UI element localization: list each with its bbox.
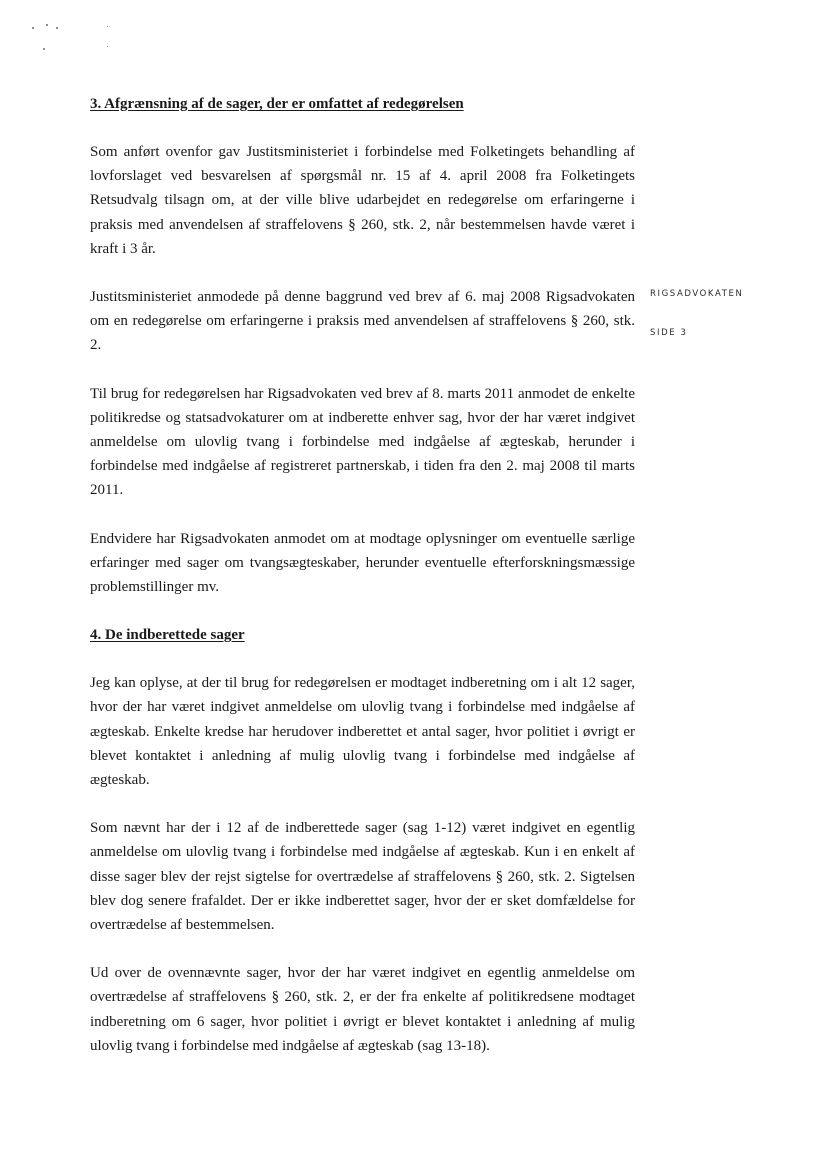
section-3-heading: 3. Afgrænsning af de sager, der er omfattet af redegørelsen bbox=[90, 96, 464, 112]
scan-speck bbox=[56, 27, 58, 29]
scan-speck bbox=[107, 26, 108, 27]
scan-speck bbox=[32, 27, 34, 29]
scan-speck bbox=[43, 48, 45, 50]
office-name: RIGSADVOKATEN bbox=[650, 289, 744, 299]
scan-speck bbox=[46, 24, 48, 26]
section-3-paragraph-2: Justitsministeriet anmodede på denne baggrund ved brev af 6. maj 2008 Rigsadvokaten om en redegørelse om erfaringerne i praksis med anvendelsen af straffelovens § 260, stk. 2. bbox=[90, 289, 635, 354]
section-4-paragraph-2: Som nævnt har der i 12 af de indberettede sager (sag 1-12) været indgivet en egentlig anmeldelse om ulovlig tvang i forbindelse med indgåelse af ægteskab. Kun i en enkelt af disse sager blev der rejst sigtelse for overtrædelse af straffelovens § 260, stk. 2. Sigtelsen blev dog senere frafaldet. Der er ikke indberettet sager, hvor der er sket domfældelse for overtrædelse af bestemmelsen. bbox=[90, 820, 635, 934]
page-number-label: SIDE 3 bbox=[650, 328, 688, 338]
scan-speck bbox=[107, 46, 108, 47]
main-text-column bbox=[90, 92, 635, 1058]
section-4-paragraph-1: Jeg kan oplyse, at der til brug for redegørelsen er modtaget indberetning om i alt 12 sager, hvor der har været indgivet anmeldelse om ulovlig tvang i forbindelse med indgåelse af ægteskab. Enkelte kredse har herudover indberettet et antal sager, hvor politiet i øvrigt er blevet kontaktet i anledning af mulig ulovlig tvang i forbindelse med indgåelse af ægteskab. bbox=[90, 675, 635, 789]
section-3-paragraph-4: Endvidere har Rigsadvokaten anmodet om at modtage oplysninger om eventuelle særlige erfaringer med sager om tvangsægteskaber, herunder eventuelle efterforskningsmæssige problemstillinger mv. bbox=[90, 530, 635, 596]
section-4-heading: 4. De indberettede sager bbox=[90, 627, 245, 644]
section-3-paragraph-1: Som anført ovenfor gav Justitsministeriet i forbindelse med Folketingets behandling af lovforslaget ved besvarelsen af spørgsmål nr. 15 af 4. april 2008 fra Folketingets Retsudvalg tilsagn om, at der ville blive udarbejdet en redegørelse om erfaringerne i praksis med anvendelsen af straffelovens § 260, stk. 2, når bestemmelsen havde været i kraft i 3 år. bbox=[90, 144, 635, 257]
section-3-paragraph-3: Til brug for redegørelsen har Rigsadvokaten ved brev af 8. marts 2011 anmodet de enkelte politikredse og statsadvokaturer om at indberette enhver sag, hvor der har været indgivet anmeldelse om ulovlig tvang i forbindelse med indgåelse af ægteskab, herunder i forbindelse med indgåelse af registreret partnerskab, i tiden fra den 2. maj 2008 til marts 2011. bbox=[90, 385, 635, 499]
section-4-paragraph-3: Ud over de ovennævnte sager, hvor der har været indgivet en egentlig anmeldelse om overtrædelse af straffelovens § 260, stk. 2, er der fra enkelte af politikredsene modtaget indberetning om 6 sager, hvor politiet i øvrigt er blevet kontaktet i anledning af mulig ulovlig tvang i forbindelse med indgåelse af ægteskab (sag 13-18). bbox=[90, 965, 635, 1054]
